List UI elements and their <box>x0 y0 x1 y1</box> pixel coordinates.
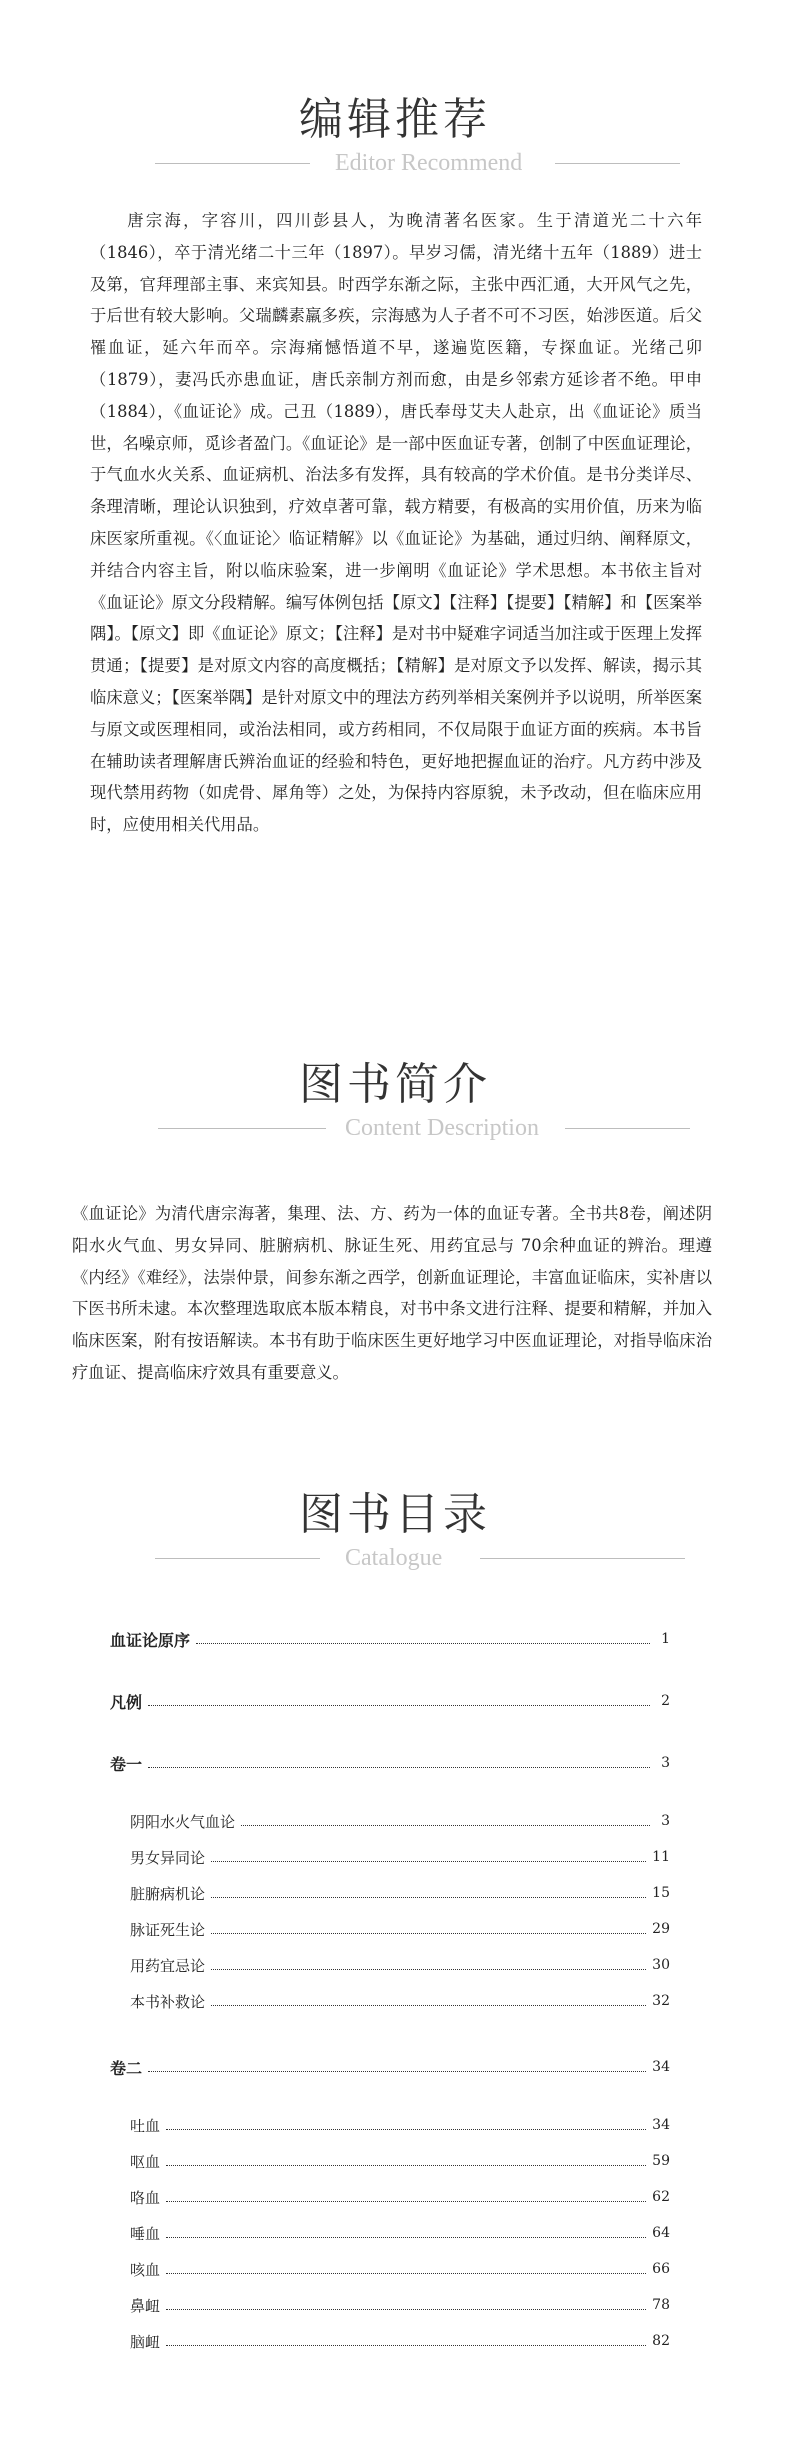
toc-entry[interactable] <box>110 2182 670 2212</box>
toc-entry-page: 82 <box>652 2333 670 2349</box>
toc-entry[interactable] <box>110 1842 670 1872</box>
toc-leader-dots <box>148 2071 646 2072</box>
section-subtitle: Content Description <box>345 1115 539 1141</box>
toc-entry[interactable] <box>110 2110 670 2140</box>
toc-entry-page: 66 <box>652 2261 670 2277</box>
toc-entry-label: 卷一 <box>110 1754 143 1774</box>
header-rule-left <box>155 163 310 164</box>
toc-leader-dots <box>148 1767 650 1768</box>
toc-entry-label: 吐血 <box>130 2116 161 2135</box>
toc-entry-page: 3 <box>661 1813 670 1829</box>
toc-entry-label: 咯血 <box>130 2188 161 2207</box>
toc-entry-label: 本书补救论 <box>130 1992 206 2011</box>
section-title: 图书简介 <box>299 1059 491 1110</box>
toc-leader-dots <box>166 2201 646 2202</box>
toc-leader-dots <box>211 2005 646 2006</box>
toc-entry[interactable] <box>110 2326 670 2356</box>
toc-entry-label: 凡例 <box>110 1692 143 1712</box>
toc-entry[interactable] <box>110 1686 670 1716</box>
toc-entry-label: 卷二 <box>110 2058 143 2078</box>
header-rule-right <box>555 163 680 164</box>
toc-entry[interactable] <box>110 2254 670 2284</box>
toc-entry[interactable] <box>110 1748 670 1778</box>
toc-leader-dots <box>166 2309 646 2310</box>
toc-leader-dots <box>166 2237 646 2238</box>
header-rule-right <box>480 1558 685 1559</box>
toc-leader-dots <box>166 2345 646 2346</box>
toc-entry-label: 脑衄 <box>130 2332 161 2351</box>
section-title: 编辑推荐 <box>299 94 491 145</box>
toc-entry-label: 用药宜忌论 <box>130 1956 206 1975</box>
toc-entry[interactable] <box>110 1878 670 1908</box>
toc-entry-page: 59 <box>652 2153 670 2169</box>
toc-entry-page: 3 <box>661 1755 670 1771</box>
toc-entry-page: 34 <box>652 2117 670 2133</box>
section-title: 图书目录 <box>299 1489 491 1540</box>
catalogue-header <box>0 1485 790 1595</box>
content-description-header <box>0 1055 790 1165</box>
toc-leader-dots <box>211 1861 646 1862</box>
toc-entry-page: 15 <box>652 1885 670 1901</box>
toc-leader-dots <box>211 1969 646 1970</box>
toc-entry[interactable] <box>110 2218 670 2248</box>
toc-entry-page: 32 <box>652 1993 670 2009</box>
toc-entry-page: 11 <box>652 1849 670 1865</box>
toc-entry-label: 唾血 <box>130 2224 161 2243</box>
toc-entry-label: 呕血 <box>130 2152 161 2171</box>
toc-entry-page: 29 <box>652 1921 670 1937</box>
toc-leader-dots <box>166 2129 646 2130</box>
toc-leader-dots <box>166 2273 646 2274</box>
toc-leader-dots <box>166 2165 646 2166</box>
toc-entry-label: 鼻衄 <box>130 2296 161 2315</box>
toc-leader-dots <box>211 1897 646 1898</box>
toc-leader-dots <box>241 1825 650 1826</box>
toc-entry[interactable] <box>110 2290 670 2320</box>
toc-entry[interactable] <box>110 1986 670 2016</box>
toc-entry-label: 血证论原序 <box>110 1630 191 1650</box>
toc-entry[interactable] <box>110 2052 670 2082</box>
section-subtitle: Editor Recommend <box>335 150 523 176</box>
toc-entry-label: 阴阳水火气血论 <box>130 1812 236 1831</box>
toc-entry-label: 咳血 <box>130 2260 161 2279</box>
content-description-text: 《血证论》为清代唐宗海著，集理、法、方、药为一体的血证专著。全书共8卷，阐述阴阳水火气血、男女异同、脏腑病机、脉证生死、用药宜忌与 70余种血证的辨治。理遵《内经》《难经》，法崇仲景，间参东渐之西学，创新血证理论，丰富血证临床，实补唐以下医书所未逮。本次整理选取底本版本精良，对书中条文进行注释、提要和精解，并加入临床医案，附有按语解读。本书有助于临床医生更好地学习中医血证理论，对指导临床治疗血证、提高临床疗效具有重要意义。 <box>72 1204 712 1382</box>
toc-entry-label: 男女异同论 <box>130 1848 206 1867</box>
toc-entry[interactable] <box>110 2146 670 2176</box>
toc-leader-dots <box>148 1705 650 1706</box>
toc-entry[interactable] <box>110 1914 670 1944</box>
toc-entry[interactable] <box>110 1950 670 1980</box>
toc-entry-label: 脏腑病机论 <box>130 1884 206 1903</box>
toc-entry-page: 1 <box>661 1631 670 1647</box>
header-rule-left <box>158 1128 326 1129</box>
toc-entry-page: 30 <box>652 1957 670 1973</box>
toc-entry-page: 62 <box>652 2189 670 2205</box>
header-rule-left <box>155 1558 320 1559</box>
toc-leader-dots <box>196 1643 650 1644</box>
toc-entry-label: 脉证死生论 <box>130 1920 206 1939</box>
section-subtitle: Catalogue <box>345 1545 443 1571</box>
toc-entry-page: 64 <box>652 2225 670 2241</box>
toc-entry-page: 78 <box>652 2297 670 2313</box>
header-rule-right <box>565 1128 690 1129</box>
toc-entry-page: 34 <box>652 2059 670 2075</box>
toc-entry[interactable] <box>110 1624 670 1654</box>
toc-entry-page: 2 <box>661 1693 670 1709</box>
toc-leader-dots <box>211 1933 646 1934</box>
editor-recommend-header <box>0 90 790 200</box>
toc-entry[interactable] <box>110 1806 670 1836</box>
editor-recommend-text: 唐宗海，字容川，四川彭县人，为晚清著名医家。生于清道光二十六年（1846），卒于清光绪二十三年（1897）。早岁习儒，清光绪十五年（1889）进士及第，官拜理部主事、来宾知县。时西学东渐之际，主张中西汇通，大开风气之先，于后世有较大影响。父瑞麟素羸多疾，宗海感为人子者不可不习医，始涉医道。后父罹血证，延六年而卒。宗海痛憾悟道不早，遂遍览医籍，专探血证。光绪己卯（1879），妻冯氏亦患血证，唐氏亲制方剂而愈，由是乡邻索方延诊者不绝。甲申（1884），《血证论》成。己丑（1889），唐氏奉母艾夫人赴京，出《血证论》质当世，名噪京师，觅诊者盈门。《血证论》是一部中医血证专著，创制了中医血证理论，于气血水火关系、血证病机、治法多有发挥，具有较高的学术价值。是书分类详尽、条理清晰，理论认识独到，疗效卓著可靠，载方精要，有极高的实用价值，历来为临床医家所重视。《〈血证论〉临证精解》以《血证论》为基础，通过归纳、阐释原文，并结合内容主旨，附以临床验案，进一步阐明《血证论》学术思想。本书依主旨对《血证论》原文分段精解。编写体例包括【原文】【注释】【提要】【精解】和【医案举隅】。【原文】即《血证论》原文；【注释】是对书中疑难字词适当加注或于医理上发挥贯通；【提要】是对原文内容的高度概括；【精解】是对原文予以发挥、解读，揭示其临床意义；【医案举隅】是针对原文中的理法方药列举相关案例并予以说明，所举医案与原文或医理相同，或治法相同，或方药相同，不仅局限于血证方面的疾病。本书旨在辅助读者理解唐氏辨治血证的经验和特色，更好地把握血证的治疗。凡方药中涉及现代禁用药物（如虎骨、犀角等）之处，为保持内容原貌，未予改动，但在临床应用时，应使用相关代用品。 <box>90 211 702 835</box>
